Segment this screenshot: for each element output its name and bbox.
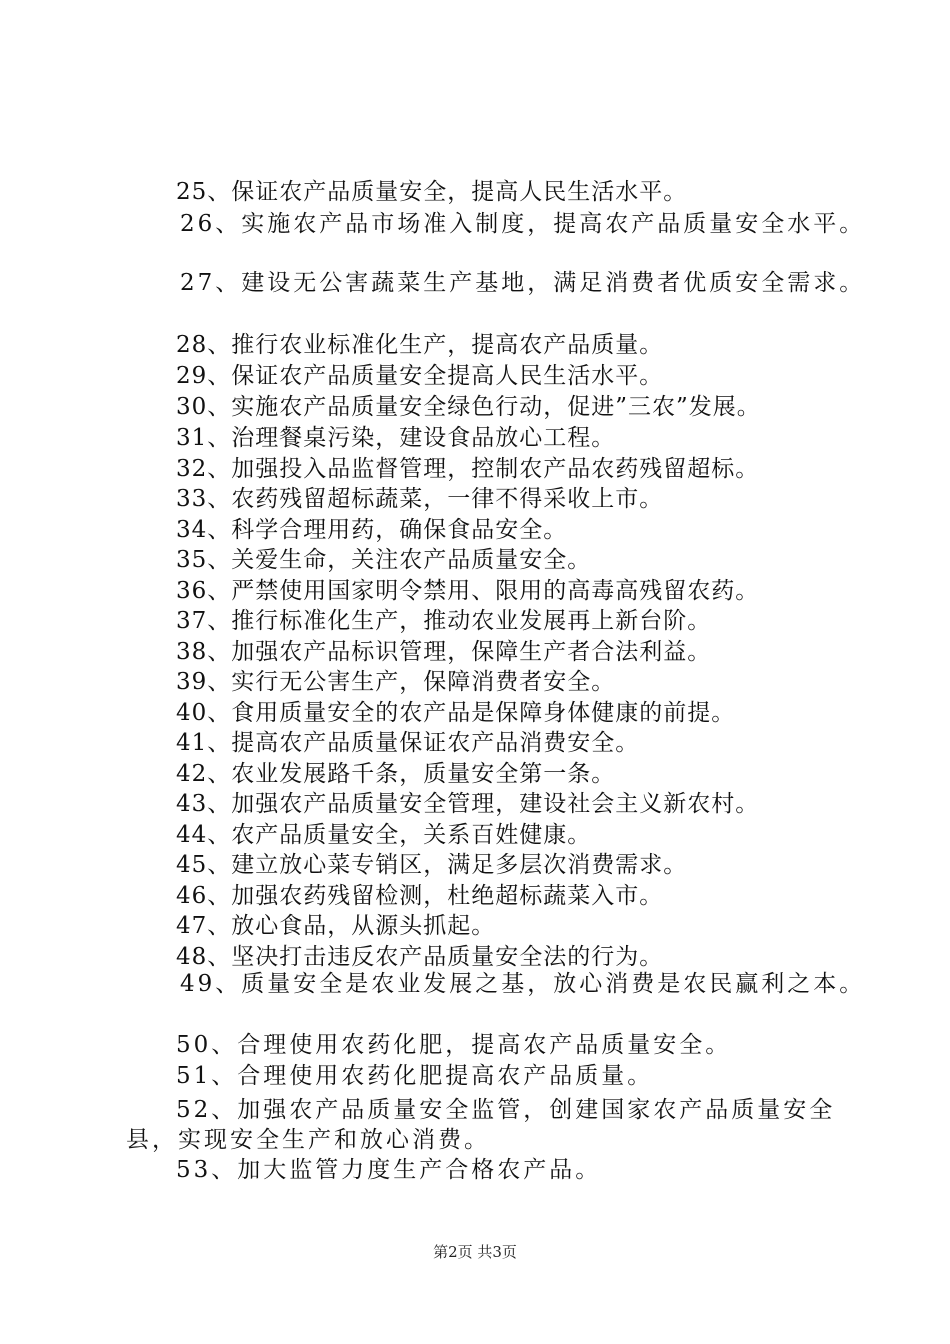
slogan-34: 34、科学合理用药，确保食品安全。 xyxy=(176,517,568,543)
slogan-50: 50、合理使用农药化肥，提高农产品质量安全。 xyxy=(176,1032,732,1058)
slogan-30: 30、实施农产品质量安全绿色行动，促进”三农”发展。 xyxy=(176,394,761,420)
slogan-48: 48、坚决打击违反农产品质量安全法的行为。 xyxy=(176,944,664,970)
slogan-35: 35、关爱生命，关注农产品质量安全。 xyxy=(176,547,592,573)
slogan-47: 47、放心食品，从源头抓起。 xyxy=(176,913,496,939)
page-number-footer: 第2页 共3页 xyxy=(433,1243,517,1261)
slogan-44: 44、农产品质量安全，关系百姓健康。 xyxy=(176,822,592,848)
slogan-41: 41、提高农产品质量保证农产品消费安全。 xyxy=(176,730,640,756)
slogan-29: 29、保证农产品质量安全提高人民生活水平。 xyxy=(176,363,664,389)
slogan-42: 42、农业发展路千条，质量安全第一条。 xyxy=(176,761,616,787)
slogan-27: 27、建设无公害蔬菜生产基地，满足消费者优质安全需求。 xyxy=(180,270,866,296)
slogan-39: 39、实行无公害生产，保障消费者安全。 xyxy=(176,669,616,695)
slogan-32: 32、加强投入品监督管理，控制农产品农药残留超标。 xyxy=(176,456,760,482)
slogan-38: 38、加强农产品标识管理，保障生产者合法利益。 xyxy=(176,639,712,665)
slogan-26: 26、实施农产品市场准入制度，提高农产品质量安全水平。 xyxy=(180,211,866,237)
slogan-46: 46、加强农药残留检测，杜绝超标蔬菜入市。 xyxy=(176,883,664,909)
slogan-52: 52、加强农产品质量安全监管，创建国家农产品质量安全 xyxy=(176,1097,836,1123)
slogan-37: 37、推行标准化生产，推动农业发展再上新台阶。 xyxy=(176,608,712,634)
slogan-31: 31、治理餐桌污染，建设食品放心工程。 xyxy=(176,425,616,451)
slogan-43: 43、加强农产品质量安全管理，建设社会主义新农村。 xyxy=(176,791,760,817)
slogan-40: 40、食用质量安全的农产品是保障身体健康的前提。 xyxy=(176,700,736,726)
slogan-36: 36、严禁使用国家明令禁用、限用的高毒高残留农药。 xyxy=(176,578,760,604)
slogan-51: 51、合理使用农药化肥提高农产品质量。 xyxy=(176,1063,654,1089)
slogan-49: 49、质量安全是农业发展之基，放心消费是农民赢利之本。 xyxy=(180,971,866,997)
slogan-33: 33、农药残留超标蔬菜，一律不得采收上市。 xyxy=(176,486,664,512)
slogan-53: 53、加大监管力度生产合格农产品。 xyxy=(176,1157,602,1183)
slogan-45: 45、建立放心菜专销区，满足多层次消费需求。 xyxy=(176,852,688,878)
slogan-52-continuation: 县，实现安全生产和放心消费。 xyxy=(126,1127,490,1153)
slogan-25: 25、保证农产品质量安全，提高人民生活水平。 xyxy=(176,179,688,205)
slogan-28: 28、推行农业标准化生产，提高农产品质量。 xyxy=(176,332,664,358)
